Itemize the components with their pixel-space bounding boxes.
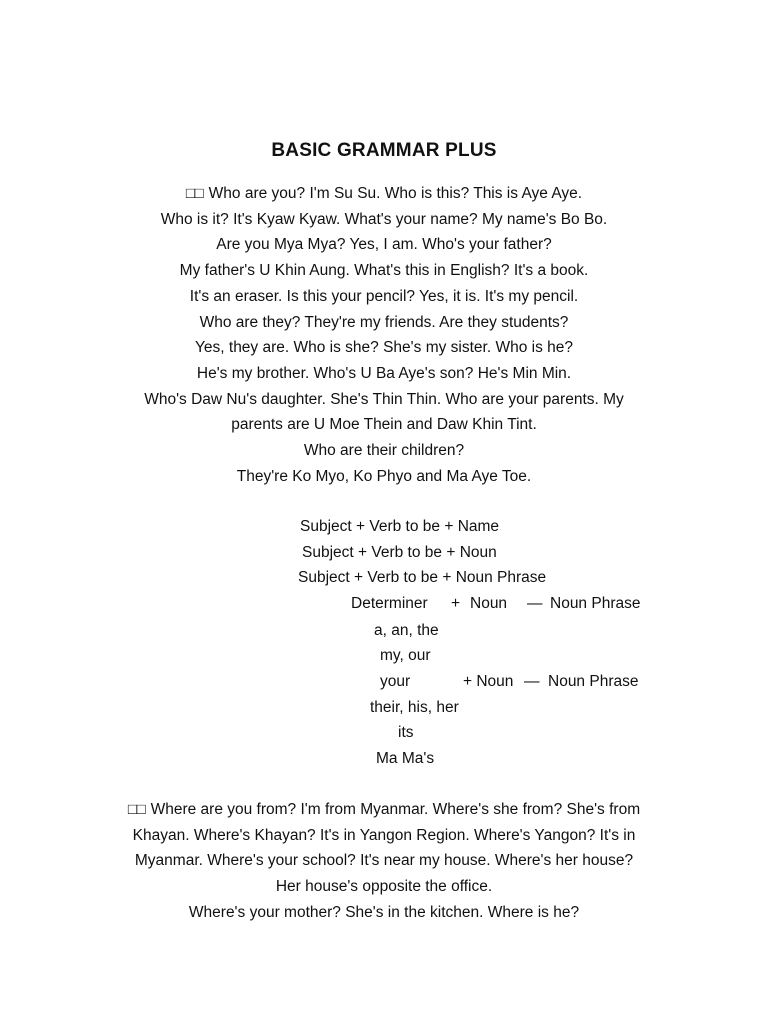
- determiner-item: Ma Ma's: [376, 750, 435, 767]
- section-2-text: [0, 797, 768, 926]
- text-line: It's an eraser. Is this your pencil? Yes, it is. It's my pencil.: [189, 287, 579, 305]
- text-line: Who are they? They're my friends. Are they students?: [199, 313, 569, 331]
- dash: —: [527, 595, 543, 612]
- pattern-name: Subject + Verb to be + Name: [300, 518, 500, 535]
- determiner-item: its: [398, 724, 414, 741]
- text-line: My father's U Khin Aung. What's this in English? It's a book.: [179, 262, 589, 280]
- text-line: Who are their children?: [303, 442, 465, 460]
- noun-phrase-label: Noun Phrase: [550, 595, 641, 612]
- determiner-item: a, an, the: [374, 622, 439, 639]
- text-line: parents are U Moe Thein and Daw Khin Tint.: [231, 416, 537, 434]
- section-1-text: [0, 181, 768, 489]
- pattern-noun-phrase: Subject + Verb to be + Noun Phrase: [298, 569, 547, 586]
- noun-phrase-label: Noun Phrase: [548, 673, 639, 690]
- unknown-glyph-marker: □□: [185, 185, 203, 202]
- determiner-item: their, his, her: [370, 699, 459, 716]
- plus-sign: +: [451, 595, 461, 612]
- text-line: □□ Where are you from? I'm from Myanmar. Where's she from? She's from: [127, 801, 641, 818]
- determiner-item: my, our: [380, 647, 431, 664]
- text-line: Yes, they are. Who is she? She's my sister. Who is he?: [194, 339, 573, 357]
- dash: —: [524, 673, 540, 690]
- text-line: Khayan. Where's Khayan? It's in Yangon Region. Where's Yangon? It's in: [132, 826, 636, 844]
- text-line: Myanmar. Where's your school? It's near my house. Where's her house?: [134, 852, 634, 870]
- determiner-label: Determiner: [351, 595, 428, 612]
- noun-label: Noun: [470, 595, 508, 612]
- pattern-noun: Subject + Verb to be + Noun: [302, 544, 497, 561]
- text-line: Where's your mother? She's in the kitchen. Where is he?: [188, 903, 580, 921]
- unknown-glyph-marker: □□: [127, 801, 145, 818]
- text-line: Are you Mya Mya? Yes, I am. Who's your father?: [216, 236, 552, 254]
- text-line: Who is it? It's Kyaw Kyaw. What's your name? My name's Bo Bo.: [160, 210, 608, 228]
- text-line: He's my brother. Who's U Ba Aye's son? He's Min Min.: [196, 364, 572, 382]
- text-line: □□ Who are you? I'm Su Su. Who is this? This is Aye Aye.: [185, 185, 583, 202]
- page-title: BASIC GRAMMAR PLUS: [271, 140, 497, 161]
- text-line: They're Ko Myo, Ko Phyo and Ma Aye Toe.: [236, 467, 532, 485]
- determiner-item: your: [380, 673, 411, 690]
- plus-noun-label: + Noun: [463, 673, 514, 690]
- text-line: Who's Daw Nu's daughter. She's Thin Thin. Who are your parents. My: [144, 390, 624, 408]
- text-line: Her house's opposite the office.: [275, 878, 493, 896]
